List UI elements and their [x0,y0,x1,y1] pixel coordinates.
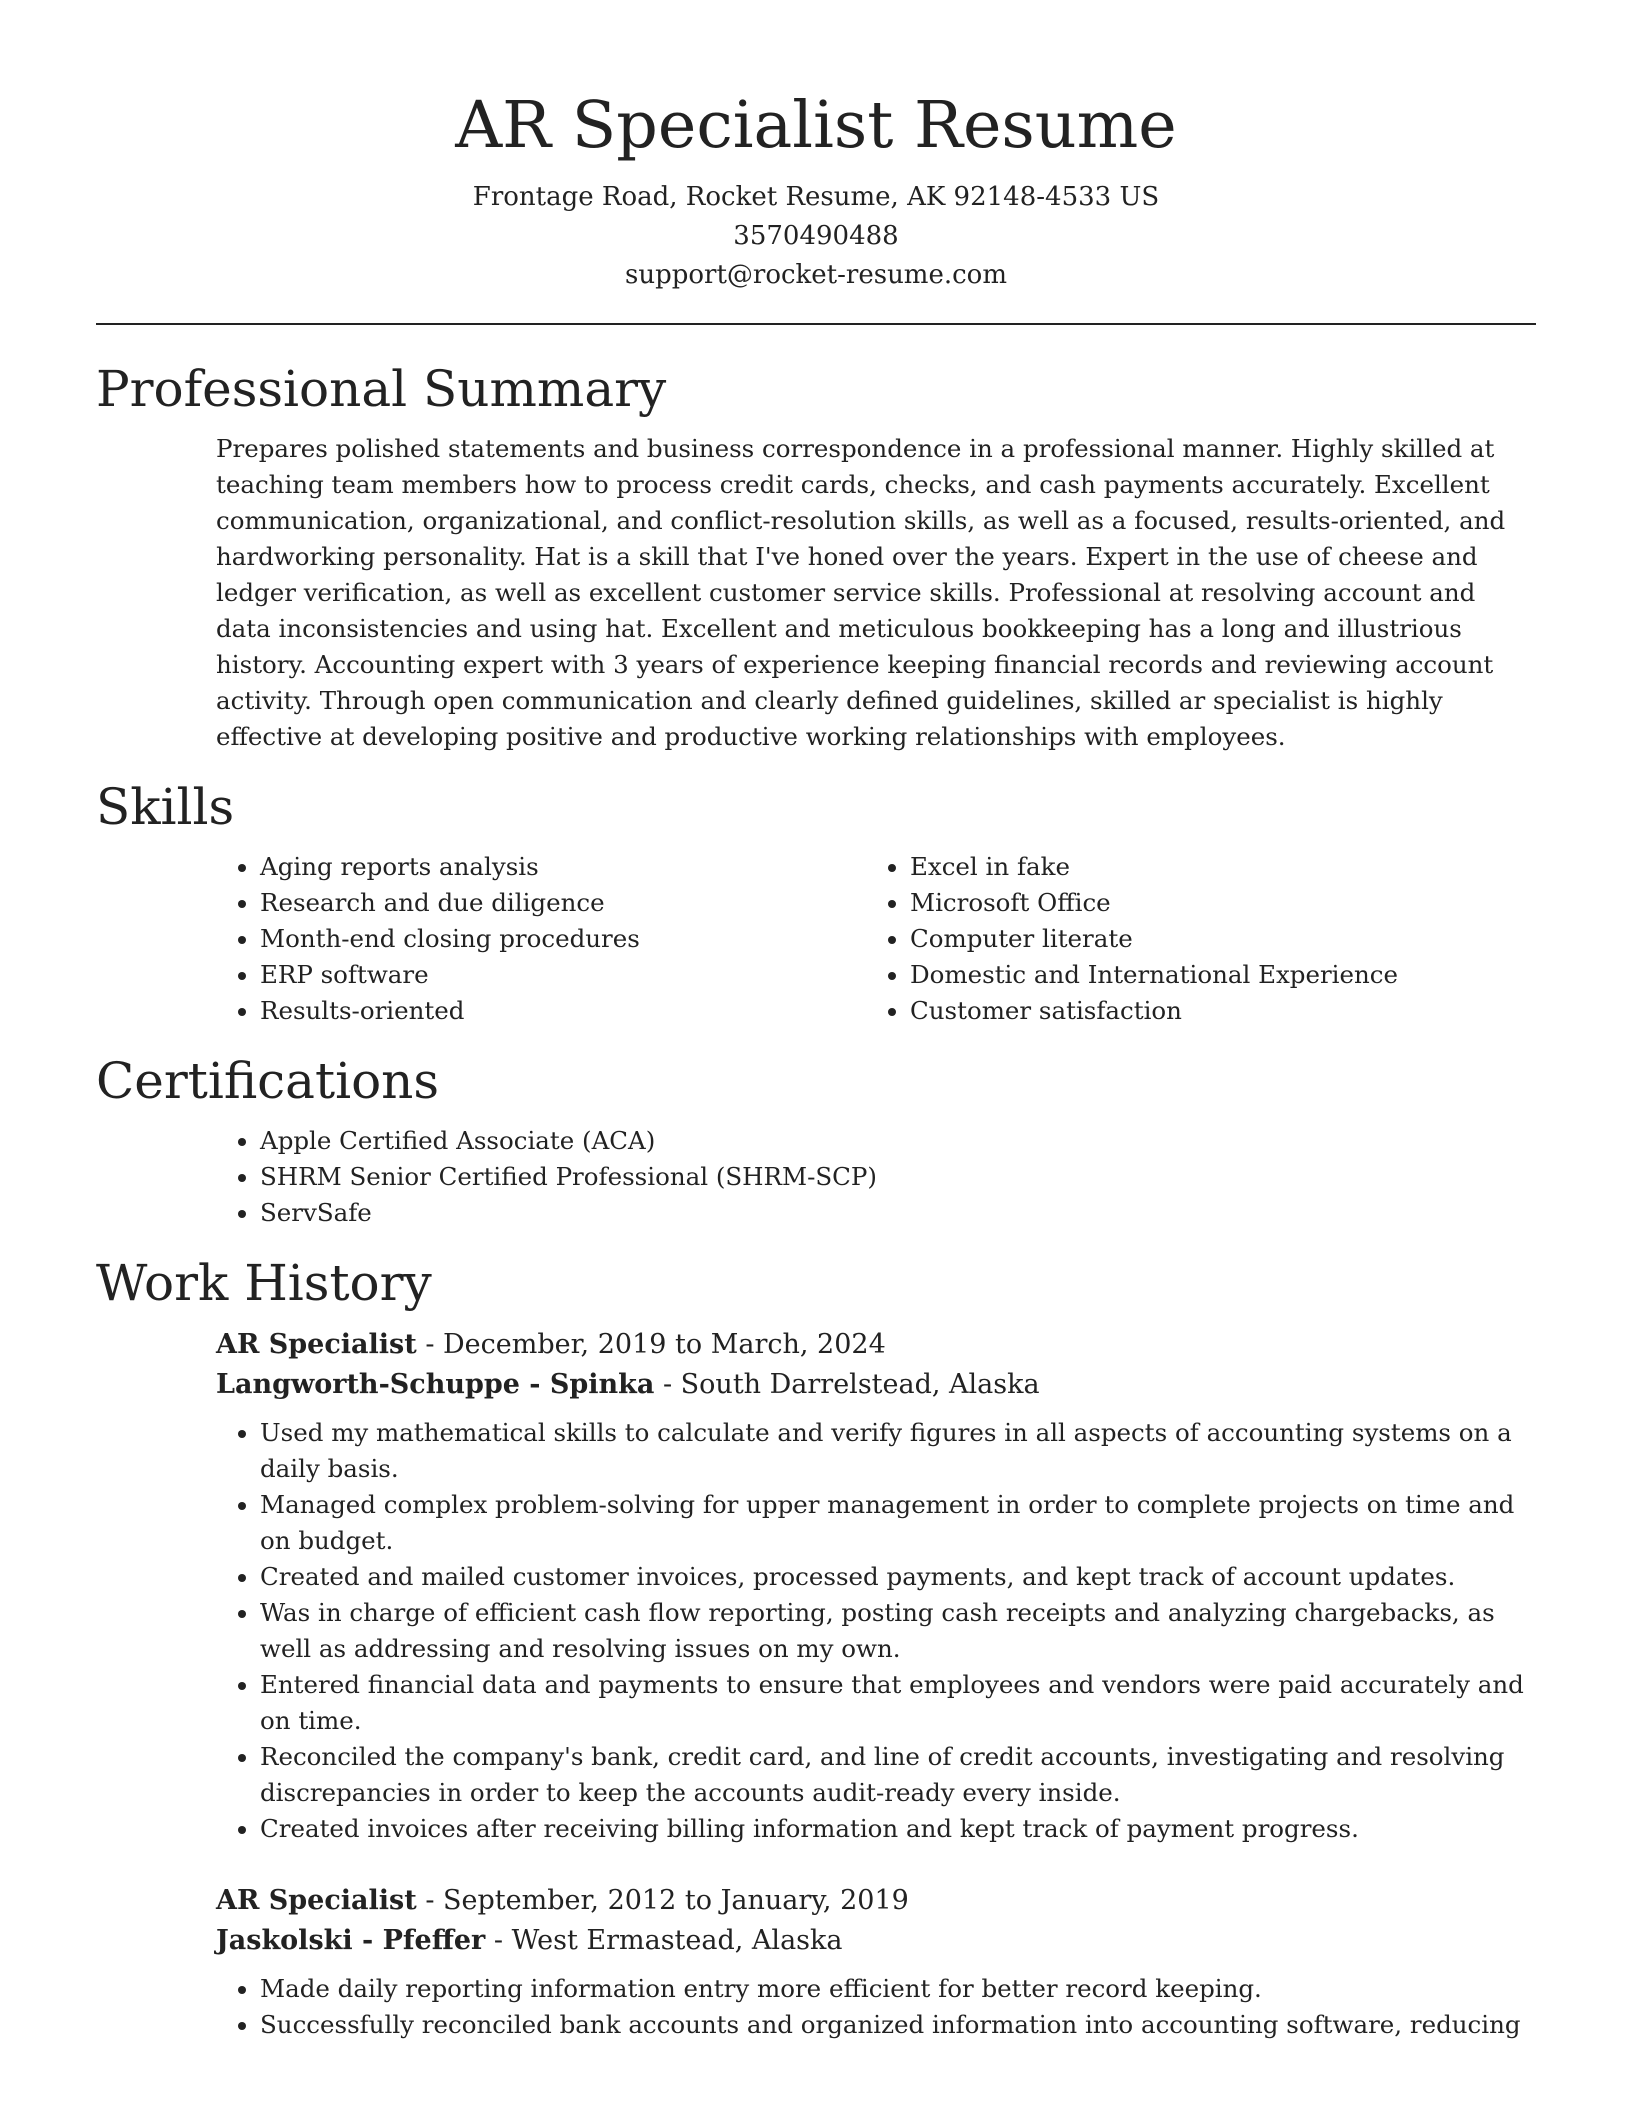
job-company: Jaskolski - Pfeffer [216,1925,486,1956]
certifications-heading: Certifications [96,1052,440,1110]
skill-item: • Results-oriented [260,993,866,1029]
email-text: support@rocket-resume.com [624,260,1007,290]
job-company: Langworth-Schuppe - Spinka [216,1369,655,1400]
skills-section [96,777,1536,1029]
job-bullet: • Used my mathematical skills to calculate and verify figures in all aspects of accounting systems on a daily basis. [260,1415,1526,1487]
job-bullet: • Successfully reconciled bank accounts and organized information into accounting software, reducing [260,2007,1526,2043]
skill-item: • Domestic and International Experience [910,957,1516,993]
skills-column-right [866,849,1516,1029]
job-title-line [216,1325,1536,1365]
certifications-section [96,1051,1536,1231]
job-entry [216,1325,1536,1847]
summary-heading: Professional Summary [96,360,667,418]
job-company-line [216,1365,1536,1405]
resume-title: AR Specialist Resume [455,88,1177,163]
certifications-list [216,1123,1536,1231]
skills-heading: Skills [96,778,235,836]
skill-item: • Microsoft Office [910,885,1516,921]
job-bullet: • Was in charge of efficient cash flow reporting, posting cash receipts and analyzing chargebacks, as well as addressing and resolving issues on my own. [260,1595,1526,1667]
job-company-line [216,1921,1536,1961]
resume-page [96,0,1536,2043]
skills-list-left [216,849,866,1029]
contact-block [96,178,1536,295]
job-entry [216,1881,1536,2043]
job-bullets [216,1415,1536,1847]
job-bullets [216,1971,1536,2043]
job-bullet: • Created and mailed customer invoices, processed payments, and kept track of account updates. [260,1559,1526,1595]
summary-paragraph: Prepares polished statements and business correspondence in a professional manner. Highly skilled at teaching team members how to process credit cards, checks, and cash payments accurately. Excellent communication, organizational, and conflict-resolution skills, as well as a focused, results-oriented, and hardworking personality. Hat is a skill that I've honed over the years. Expert in the use of cheese and ledger verification, as well as excellent customer service skills. Professional at resolving account and data inconsistencies and using hat. Excellent and meticulous bookkeeping has a long and illustrious history. Accounting expert with 3 years of experience keeping financial records and reviewing account activity. Through open communication and clearly defined guidelines, skilled ar specialist is highly effective at developing positive and productive working relationships with employees. [216,434,1506,751]
work-history-heading: Work History [96,1254,432,1312]
job-location: - West Ermastead, Alaska [485,1925,843,1956]
skill-item: • Research and due diligence [260,885,866,921]
job-dates: - December, 2019 to March, 2024 [416,1329,886,1360]
certification-item: • Apple Certified Associate (ACA) [260,1123,1536,1159]
job-bullet: • Managed complex problem-solving for upper management in order to complete projects on time and on budget. [260,1487,1526,1559]
address-text: Frontage Road, Rocket Resume, AK 92148-4533 US [472,182,1160,212]
skills-list-right [866,849,1516,1029]
job-role: AR Specialist [216,1329,417,1360]
certification-item: • ServSafe [260,1195,1536,1231]
phone-text: 3570490488 [733,221,899,251]
job-title-line [216,1881,1536,1921]
skill-item: • Month-end closing procedures [260,921,866,957]
skill-item: • ERP software [260,957,866,993]
job-bullet: • Entered financial data and payments to ensure that employees and vendors were paid accurately and on time. [260,1667,1526,1739]
skills-column-left [216,849,866,1029]
job-bullet: • Reconciled the company's bank, credit card, and line of credit accounts, investigating and resolving discrepancies in order to keep the accounts audit-ready every inside. [260,1739,1526,1811]
header-divider [96,323,1536,325]
job-bullet: • Made daily reporting information entry more efficient for better record keeping. [260,1971,1526,2007]
job-bullet: • Created invoices after receiving billing information and kept track of payment progress. [260,1811,1526,1847]
skill-item: • Aging reports analysis [260,849,866,885]
summary-section [96,359,1536,755]
skill-item: • Customer satisfaction [910,993,1516,1029]
skill-item: • Computer literate [910,921,1516,957]
job-dates: - September, 2012 to January, 2019 [416,1885,909,1916]
resume-header [96,0,1536,295]
job-location: - South Darrelstead, Alaska [654,1369,1040,1400]
skills-grid [216,849,1536,1029]
work-history-section [96,1253,1536,2043]
skill-item: • Excel in fake [910,849,1516,885]
job-role: AR Specialist [216,1885,417,1916]
certification-item: • SHRM Senior Certified Professional (SHRM-SCP) [260,1159,1536,1195]
